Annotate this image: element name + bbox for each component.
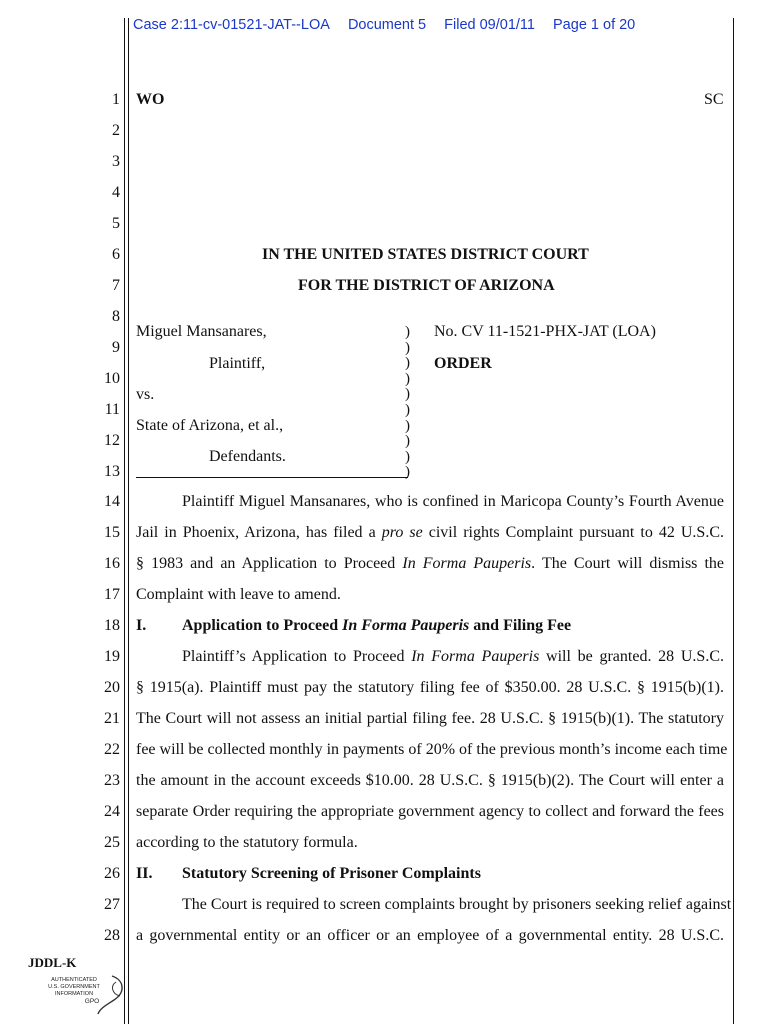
line-number-12: 12 bbox=[104, 432, 120, 449]
line-number-6: 6 bbox=[112, 246, 120, 263]
line-number-11: 11 bbox=[104, 401, 120, 418]
line-number-7: 7 bbox=[112, 277, 120, 294]
line-number-28: 28 bbox=[104, 927, 120, 944]
line-number-16: 16 bbox=[104, 555, 120, 572]
caption-paren: ) bbox=[405, 448, 410, 465]
caption-paren: ) bbox=[405, 324, 410, 340]
body-line-15: Jail in Phoenix, Arizona, has filed a pro se civil rights Complaint pursuant to 42 U.S.C. bbox=[136, 524, 725, 541]
svg-text:INFORMATION: INFORMATION bbox=[54, 991, 94, 997]
court-title: IN THE UNITED STATES DISTRICT COURT bbox=[262, 246, 589, 263]
court-district: FOR THE DISTRICT OF ARIZONA bbox=[298, 277, 555, 294]
body-line-14: Plaintiff Miguel Mansanares, who is confined in Maricopa County’s Fourth Avenue bbox=[182, 493, 724, 510]
versus: vs. bbox=[136, 386, 155, 403]
caption-paren: ) bbox=[405, 339, 410, 356]
line-number-2: 2 bbox=[112, 122, 120, 139]
line-number-17: 17 bbox=[104, 586, 120, 603]
line-number-18: 18 bbox=[104, 617, 120, 634]
caption-underline bbox=[136, 477, 408, 478]
section-i-number: I. bbox=[136, 617, 147, 634]
line-number-15: 15 bbox=[104, 524, 120, 541]
svg-text:AUTHENTICATED: AUTHENTICATED bbox=[51, 977, 97, 983]
line-number-5: 5 bbox=[112, 215, 120, 232]
line-number-27: 27 bbox=[104, 896, 120, 913]
body-line-25: according to the statutory formula. bbox=[136, 834, 358, 851]
defendant-name: State of Arizona, et al., bbox=[136, 417, 284, 434]
line-number-22: 22 bbox=[104, 741, 120, 758]
body-line-21: The Court will not assess an initial partial filing fee. 28 U.S.C. § 1915(b)(1). The statutory bbox=[136, 710, 724, 727]
caption-paren: ) bbox=[405, 370, 410, 387]
left-margin-rule-inner bbox=[128, 18, 129, 1024]
section-ii-number: II. bbox=[136, 865, 153, 882]
wo-marker: WO bbox=[136, 91, 165, 108]
body-line-27: The Court is required to screen complaints brought by prisoners seeking relief against bbox=[182, 896, 732, 913]
page-count-stamp: Page 1 of 20 bbox=[553, 17, 636, 33]
body-line-19: Plaintiff’s Application to Proceed In Forma Pauperis will be granted. 28 U.S.C. bbox=[182, 648, 724, 665]
body-line-22: fee will be collected monthly in payments of 20% of the previous month’s income each time bbox=[136, 741, 728, 758]
plaintiff-name: Miguel Mansanares, bbox=[136, 323, 267, 340]
caption-paren: ) bbox=[405, 355, 410, 372]
line-number-8: 8 bbox=[112, 308, 120, 325]
body-line-17: Complaint with leave to amend. bbox=[136, 586, 341, 603]
body-line-20: § 1915(a). Plaintiff must pay the statutory filing fee of $350.00. 28 U.S.C. § 1915(b)(1). bbox=[136, 679, 724, 696]
gpo-authentication-seal bbox=[40, 972, 130, 1021]
line-number-13: 13 bbox=[104, 463, 120, 480]
section-ii-heading: Statutory Screening of Prisoner Complaints bbox=[182, 865, 481, 882]
document-number-stamp: Document 5 bbox=[347, 17, 427, 33]
caption-paren: ) bbox=[405, 417, 410, 434]
case-number-stamp: Case 2:11-cv-01521-JAT--LOA bbox=[133, 17, 330, 33]
svg-text:U.S. GOVERNMENT: U.S. GOVERNMENT bbox=[48, 984, 100, 990]
line-number-25: 25 bbox=[104, 834, 120, 851]
caption-paren: ) bbox=[405, 464, 410, 481]
document-title: ORDER bbox=[434, 355, 492, 372]
line-number-1: 1 bbox=[112, 91, 120, 108]
body-line-24: separate Order requiring the appropriate government agency to collect and forward the fees bbox=[136, 803, 724, 820]
line-number-19: 19 bbox=[104, 648, 120, 665]
body-line-23: the amount in the account exceeds $10.00. 28 U.S.C. § 1915(b)(2). The Court will enter a bbox=[136, 772, 724, 789]
line-number-9: 9 bbox=[112, 339, 120, 356]
line-number-21: 21 bbox=[104, 710, 120, 727]
line-number-24: 24 bbox=[104, 803, 120, 820]
right-margin-rule bbox=[733, 18, 734, 1024]
line-number-4: 4 bbox=[112, 184, 120, 201]
filed-date-stamp: Filed 09/01/11 bbox=[444, 17, 535, 33]
caption-paren: ) bbox=[405, 402, 410, 418]
line-number-23: 23 bbox=[104, 772, 120, 789]
body-line-16: § 1983 and an Application to Proceed In Forma Pauperis. The Court will dismiss the bbox=[136, 555, 725, 572]
plaintiff-role: Plaintiff, bbox=[209, 355, 266, 372]
line-number-26: 26 bbox=[104, 865, 120, 882]
sc-marker: SC bbox=[704, 91, 724, 108]
line-number-10: 10 bbox=[104, 370, 120, 387]
caption-paren: ) bbox=[405, 433, 410, 450]
case-number: No. CV 11-1521-PHX-JAT (LOA) bbox=[434, 323, 656, 340]
section-i-heading: Application to Proceed In Forma Pauperis and Filing Fee bbox=[182, 617, 572, 634]
left-margin-rule-outer bbox=[124, 18, 125, 1024]
defendant-role: Defendants. bbox=[209, 448, 286, 465]
line-number-3: 3 bbox=[112, 153, 120, 170]
line-number-20: 20 bbox=[104, 679, 120, 696]
svg-text:GPO: GPO bbox=[84, 998, 100, 1005]
jddl-code: JDDL-K bbox=[28, 955, 77, 970]
filing-header bbox=[133, 17, 649, 33]
line-number-14: 14 bbox=[104, 493, 120, 510]
body-line-28: a governmental entity or an officer or an employee of a governmental entity. 28 U.S.C. bbox=[136, 927, 724, 944]
caption-paren: ) bbox=[405, 386, 410, 403]
